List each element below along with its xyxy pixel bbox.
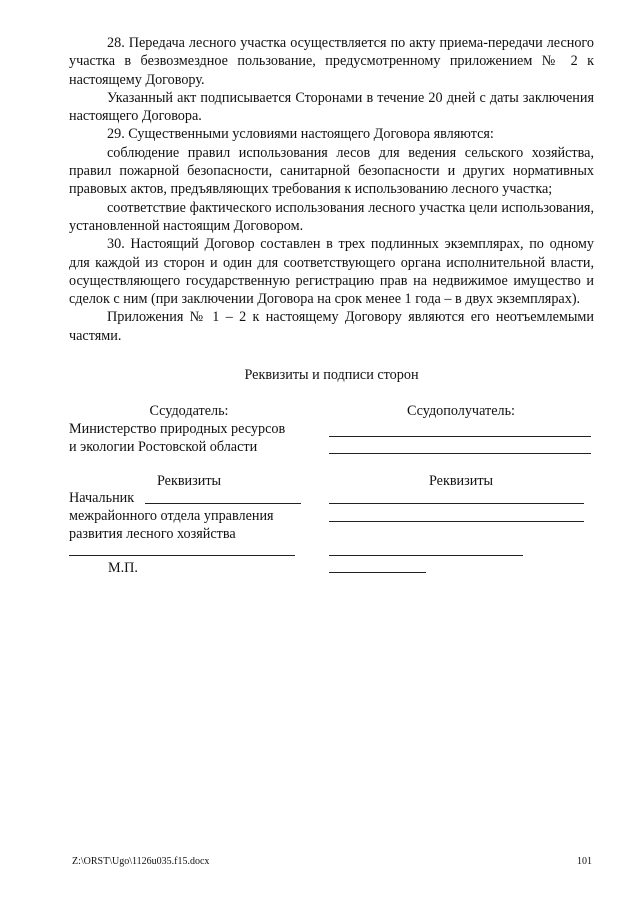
borrower-requisites-label: Реквизиты	[428, 473, 494, 489]
paragraph-29: 29. Существенными условиями настоящего Договора являются:	[107, 126, 494, 143]
borrower-requisites-line-1	[329, 503, 584, 504]
stamp-label: М.П.	[108, 560, 138, 576]
head-label: Начальник	[69, 490, 135, 506]
head-signature-line	[145, 503, 301, 504]
file-path: Z:\ORST\Ugo\1126u035.f15.docx	[72, 856, 210, 867]
lender-name-line1: Министерство природных ресурсов	[69, 421, 286, 437]
dept-line1: межрайонного отдела управления	[69, 508, 274, 524]
lender-label: Ссудодатель:	[149, 403, 229, 419]
borrower-stamp-line	[329, 572, 426, 573]
borrower-signature-line	[329, 555, 523, 556]
borrower-requisites-line-2	[329, 521, 584, 522]
paragraph-condition-rules: соблюдение правил использования лесов для ведения сельского хозяйства, правил пожарной безопасности, санитарной безопасности и других нормативных правовых актов, предъявляющих требования к использованию лесного участка;	[69, 144, 594, 198]
page-number: 101	[577, 856, 592, 867]
borrower-label: Ссудополучатель:	[407, 403, 515, 419]
paragraph-28: 28. Передача лесного участка осуществляется по акту приема-передачи лесного участка в безвозмездное пользование, предусмотренному приложением № 2 к настоящему Договору.	[69, 35, 594, 88]
lender-requisites-label: Реквизиты	[156, 473, 222, 489]
paragraph-30: 30. Настоящий Договор составлен в трех подлинных экземплярах, по одному для каждой из сторон и один для соответствующего органа исполнительной власти, осуществляющего государственную регистрацию прав на недвижимое имущество и сделок с ним (при заключении Договора на срок менее 1 года – в двух экземплярах).	[69, 236, 594, 308]
lender-name-line2: и экологии Ростовской области	[69, 439, 258, 455]
paragraph-act-signing: Указанный акт подписывается Сторонами в течение 20 дней с даты заключения настоящего Договора.	[69, 89, 594, 125]
dept-line2: развития лесного хозяйства	[69, 526, 236, 542]
contract-text	[69, 34, 594, 345]
lender-signature-line	[69, 555, 295, 556]
borrower-line-1	[329, 436, 591, 437]
signatures-title: Реквизиты и подписи сторон	[244, 367, 419, 383]
paragraph-condition-purpose: соответствие фактического использования лесного участка цели использования, установленной настоящим Договором.	[69, 199, 594, 234]
borrower-line-2	[329, 453, 591, 454]
paragraph-appendices: Приложения № 1 – 2 к настоящему Договору являются его неотъемлемыми частями.	[69, 309, 594, 344]
